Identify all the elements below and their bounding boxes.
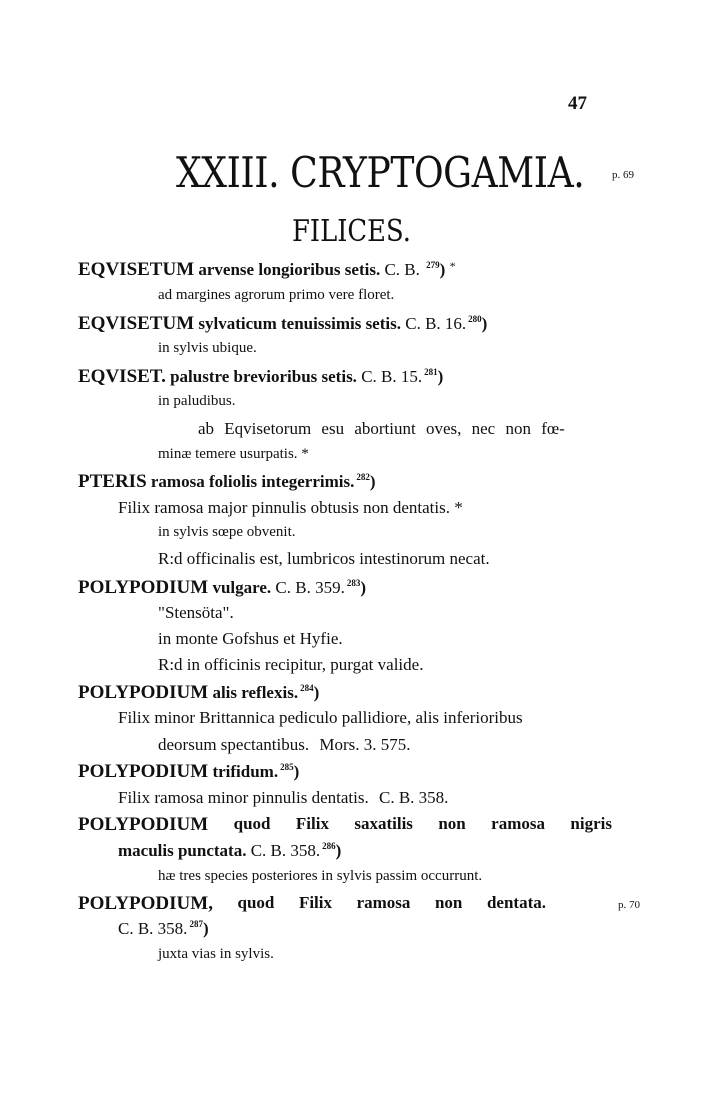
genus-name: EQVISETUM (78, 259, 195, 280)
entry-equisetum-arvense (78, 260, 456, 279)
genus-name: POLYPODIUM (78, 761, 209, 782)
word: ramosa (356, 893, 411, 912)
species-text: alis reflexis. (212, 683, 299, 702)
genus-name: PTERIS (78, 471, 147, 492)
genus-name: POLYPODIUM (78, 814, 209, 835)
footnote-paren: ) (360, 578, 367, 597)
margin-note-p70: p. 70 (618, 899, 640, 911)
word: saxatilis (354, 814, 413, 833)
entry-line-text: Filix ramosa minor pinnulis dentatis. (118, 788, 369, 807)
entry-line (158, 736, 411, 753)
footnote-paren: ) (439, 260, 446, 279)
footnote-paren: ) (369, 472, 376, 491)
page-number: 47 (568, 93, 587, 114)
word: Filix (295, 814, 329, 833)
entry-line (118, 920, 209, 937)
entry-line-text: ab Eqvisetorum esu abortiunt oves, nec non fœ- (198, 419, 565, 438)
margin-note-p69: p. 69 (612, 169, 634, 181)
entry-polypodium-vulgare (78, 578, 366, 597)
footnote-paren: ) (313, 683, 320, 702)
word: ramosa (491, 814, 545, 833)
reference: C. B. (384, 260, 420, 279)
entry-polypodium-reflexis (78, 683, 319, 702)
footnote-number: 280 (468, 314, 482, 324)
species-text: vulgare. (212, 578, 272, 597)
entry-line: in paludibus. (158, 393, 236, 409)
footnote-paren: ) (293, 762, 300, 781)
species-text: sylvaticum tenuissimis setis. (198, 314, 401, 333)
entry-line (198, 420, 612, 437)
asterisk: * (449, 259, 456, 273)
word: Filix (298, 893, 333, 912)
word: quod (233, 814, 271, 833)
section-title: FILICES. (292, 214, 411, 249)
footnote-paren: ) (335, 841, 342, 860)
genus-name: POLYPODIUM, (78, 893, 213, 914)
genus-name: EQVISET. (78, 366, 166, 387)
entry-line: Filix minor Brittannica pediculo pallidiore, alis inferioribus (118, 708, 523, 727)
word: non (438, 814, 466, 833)
entry-equisetum-sylvaticum (78, 314, 487, 333)
footnote-paren: ) (437, 367, 444, 386)
entry-line: R:d in officinis recipitur, purgat valide. (158, 655, 424, 674)
genus-name: POLYPODIUM (78, 682, 209, 703)
genus-name: POLYPODIUM (78, 577, 209, 598)
footnote-number: 287 (189, 919, 203, 929)
entry-line: hæ tres species posteriores in sylvis passim occurrunt. (158, 868, 483, 884)
word: dentata. (486, 893, 546, 912)
entry-line (118, 789, 448, 806)
reference: C. B. 358. (250, 841, 321, 860)
entry-line (118, 842, 341, 859)
species-text: palustre brevioribus setis. (170, 367, 357, 386)
footnote-paren: ) (481, 314, 488, 333)
footnote-number: 282 (356, 472, 370, 482)
word: quod (237, 893, 275, 912)
entry-line: in sylvis sœpe obvenit. (158, 524, 296, 540)
species-text: trifidum. (212, 762, 279, 781)
footnote-number: 283 (346, 578, 361, 588)
footnote-paren: ) (202, 919, 209, 938)
entry-line: in sylvis ubique. (158, 340, 257, 356)
species-text: arvense longioribus setis. (198, 260, 381, 279)
reference: C. B. 358. (378, 788, 449, 807)
footnote-number: 285 (280, 762, 294, 772)
word: non (434, 893, 463, 912)
species-text: ramosa foliolis integerrimis. (150, 472, 355, 491)
entry-line: "Stensöta". (158, 603, 234, 622)
entry-line: in monte Gofshus et Hyfie. (158, 629, 343, 648)
word: nigris (570, 814, 612, 833)
entry-line: Filix ramosa major pinnulis obtusis non dentatis. * (118, 498, 463, 517)
reference: C. B. 359. (275, 578, 345, 597)
entry-pteris (78, 472, 376, 491)
entry-polypodium-non-dentata (78, 894, 546, 913)
entry-line: minæ temere usurpatis. * (158, 446, 309, 462)
entry-polypodium-saxatilis (78, 815, 612, 834)
footnote-number: 284 (300, 683, 314, 693)
footnote-number: 279 (426, 260, 440, 270)
species-text: maculis punctata. (118, 841, 247, 860)
footnote-number: 281 (424, 367, 438, 377)
reference: Mors. 3. 575. (319, 735, 411, 754)
entry-equisetum-palustre (78, 367, 443, 386)
genus-name: EQVISETUM (78, 313, 195, 334)
reference: C. B. 15. (361, 367, 423, 386)
entry-line: ad margines agrorum primo vere floret. (158, 287, 395, 303)
footnote-number: 286 (322, 841, 336, 851)
chapter-title: XXIII. CRYPTOGAMIA. (176, 148, 585, 197)
entry-line: juxta vias in sylvis. (158, 946, 274, 962)
reference: C. B. 16. (405, 314, 467, 333)
entry-line: R:d officinalis est, lumbricos intestinorum necat. (158, 549, 490, 568)
entry-polypodium-trifidum (78, 762, 299, 781)
entry-line-text: deorsum spectantibus. (158, 735, 310, 754)
reference: C. B. 358. (118, 919, 188, 938)
